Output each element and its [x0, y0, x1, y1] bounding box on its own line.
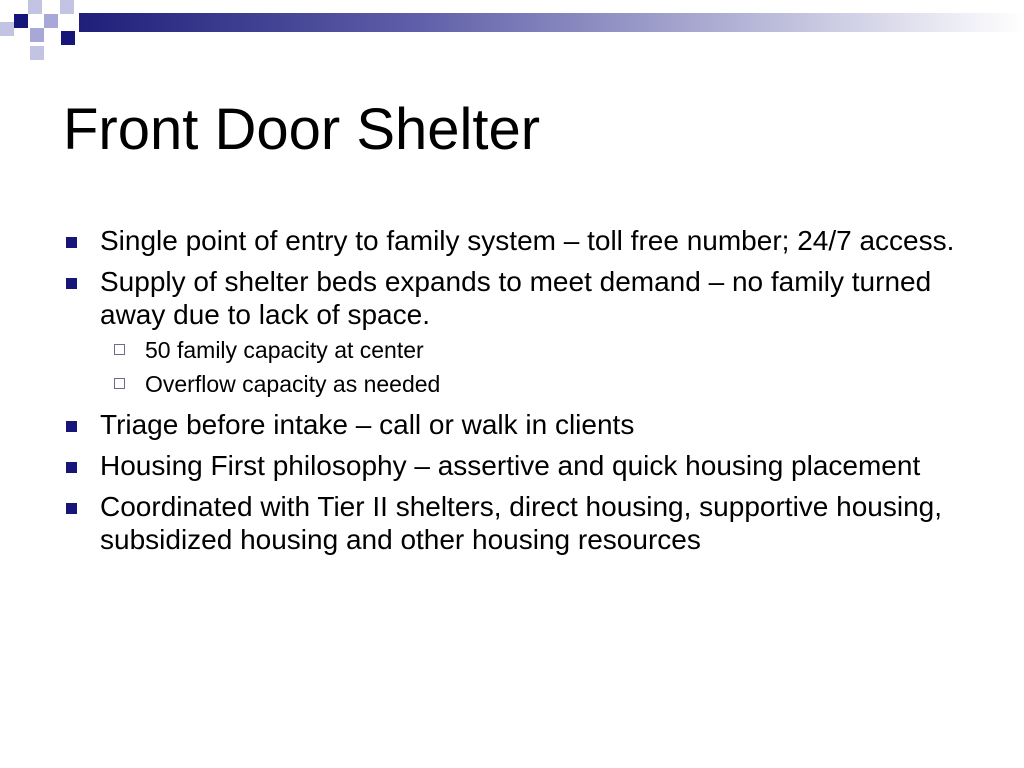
square-bullet-icon [66, 462, 77, 473]
sub-bullet-list [100, 334, 962, 400]
bullet-item [62, 408, 962, 441]
decor-square [44, 14, 58, 28]
decor-square [61, 31, 75, 45]
bullet-item [62, 490, 962, 556]
hollow-square-bullet-icon [114, 378, 125, 389]
hollow-square-bullet-icon [114, 344, 125, 355]
sub-bullet-text: 50 family capacity at center [145, 337, 424, 363]
sub-bullet-item [100, 368, 962, 400]
square-bullet-icon [66, 503, 77, 514]
decor-square [60, 0, 74, 14]
decor-square [28, 0, 42, 14]
slide-title: Front Door Shelter [63, 97, 541, 162]
bullet-text: Coordinated with Tier II shelters, direct housing, supportive housing, subsidized housing and other housing resources [100, 491, 943, 555]
sub-bullet-text: Overflow capacity as needed [145, 371, 441, 397]
square-bullet-icon [66, 237, 77, 248]
bullet-item [62, 449, 962, 482]
square-bullet-icon [66, 421, 77, 432]
bullet-text: Single point of entry to family system – toll free number; 24/7 access. [100, 225, 955, 256]
header-decoration [0, 0, 1024, 70]
decor-square [0, 22, 14, 36]
bullet-text: Supply of shelter beds expands to meet demand – no family turned away due to lack of space. [100, 266, 932, 330]
decor-square [30, 46, 44, 60]
bullet-item [62, 265, 962, 400]
bullet-text: Housing First philosophy – assertive and quick housing placement [100, 450, 921, 481]
bullet-item [62, 224, 962, 257]
bullet-list [62, 224, 962, 564]
header-gradient-bar [79, 13, 1024, 32]
decor-square [14, 14, 28, 28]
square-bullet-icon [66, 278, 77, 289]
sub-bullet-item [100, 334, 962, 366]
bullet-text: Triage before intake – call or walk in clients [100, 409, 635, 440]
decor-square [30, 28, 44, 42]
